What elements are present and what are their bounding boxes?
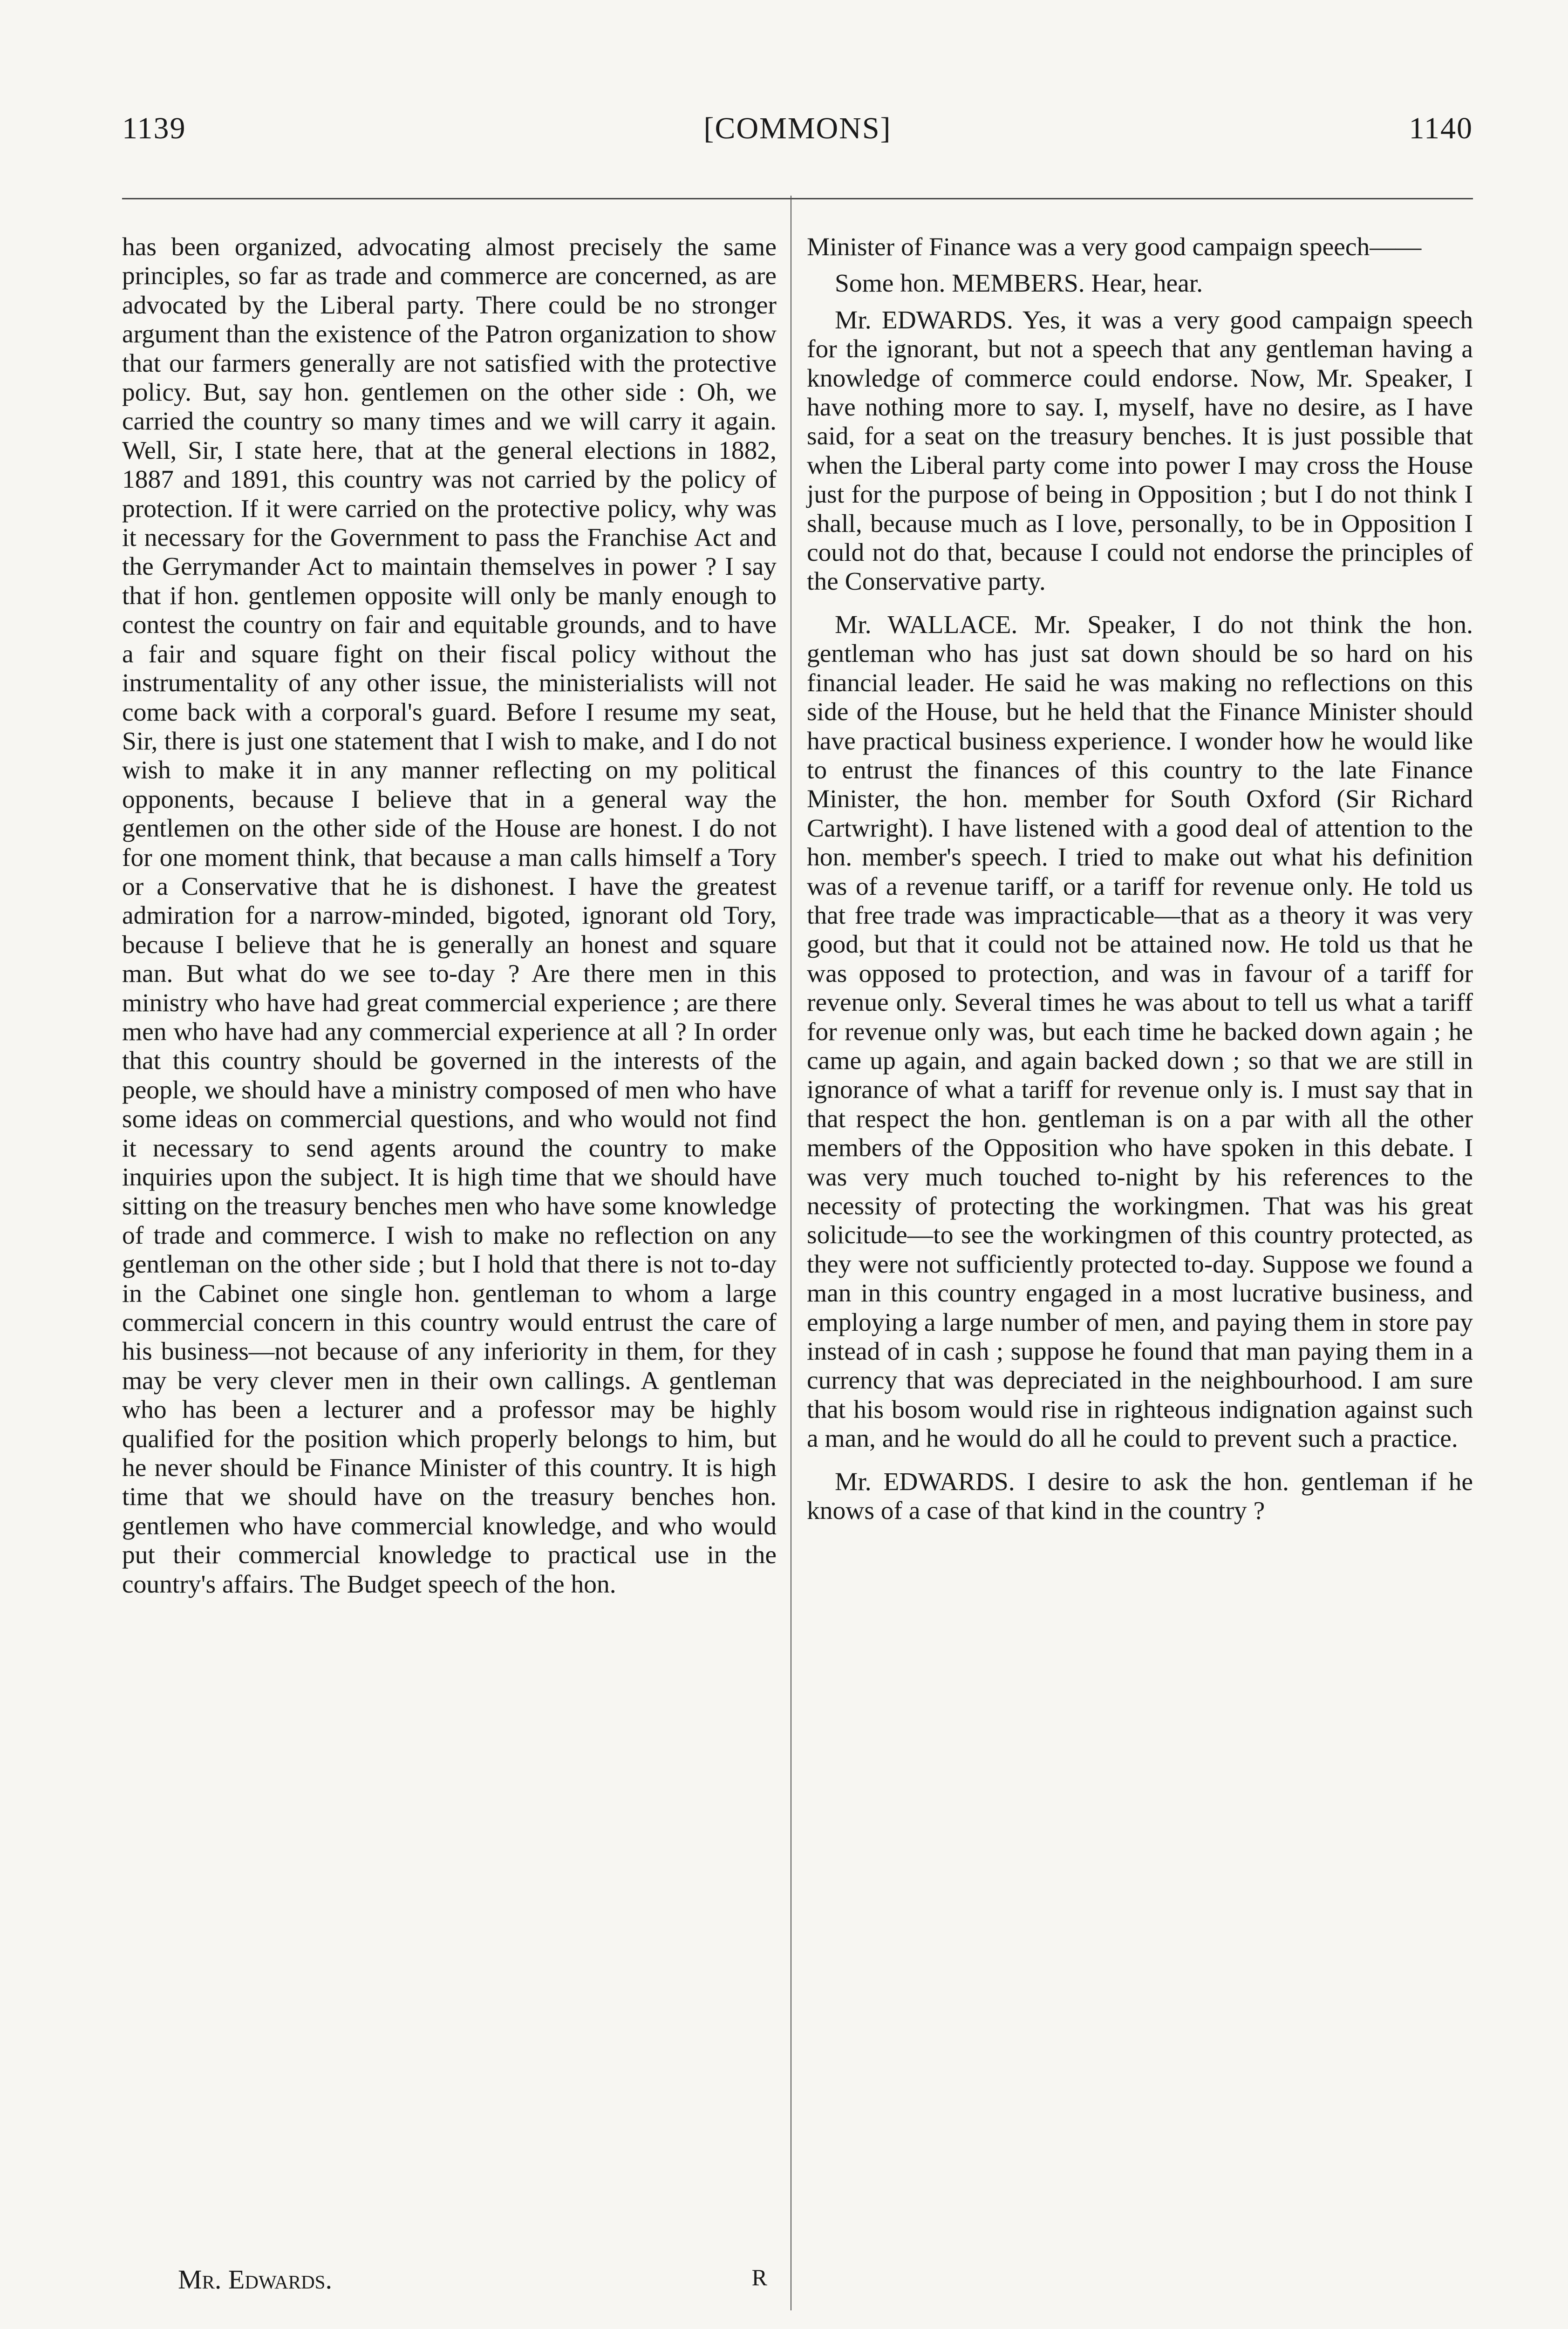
right-paragraph-2: Some hon. MEMBERS. Hear, hear. (835, 269, 1203, 298)
page-header (122, 111, 1473, 153)
page-title: [COMMONS] (703, 111, 892, 145)
right-paragraph-1: Minister of Finance was a very good campaign speech—— (807, 233, 1422, 261)
footer-signature: Mr. Edwards. (178, 2264, 332, 2295)
page-number-left: 1139 (122, 111, 186, 145)
header-rule (122, 198, 1473, 199)
left-column (122, 233, 777, 1599)
right-paragraph-4: Mr. WALLACE. Mr. Speaker, I do not think the hon. gentleman who has just sat down should be so hard on his financial leader. He said he was making no reflections on this side of the House, but he held that the Finance Minister should have practical business experience. I wonder how he would like to entrust the finances of this country to the late Finance Minister, the hon. member for South Oxford (Sir Richard Cartwright). I have listened with a good deal of attention to the hon. member's speech. I tried to make out what his definition was of a revenue tariff, or a tariff for revenue only. He told us that free trade was impracticable—that as a theory it was very good, but that it could not be attained now. He told us that he was opposed to protection, and was in favour of a tariff for revenue only. Several times he was about to tell us what a tariff for revenue only was, but each time he backed down again ; he came up again, and again backed down ; so that we are still in ignorance of what a tariff for revenue only is. I must say that in that respect the hon. gentleman is on a par with all the other members of the Opposition who have spoken in this debate. I was very much touched to-night by his references to the necessity of protecting the workingmen. That was his great solicitude—to see the workingmen of this country protected, as they were not sufficiently protected to-day. Suppose we found a man in this country engaged in a most lucrative business, and employing a large number of men, and paying them in store pay instead of in cash ; suppose he found that man paying them in a currency that was depreciated in the neighbourhood. I am sure that his bosom would rise in righteous indignation against such a man, and he would do all he could to prevent such a practice. (807, 610, 1473, 1453)
page-number-right: 1140 (1409, 111, 1473, 145)
right-column (807, 233, 1473, 1525)
right-paragraph-3: Mr. EDWARDS. Yes, it was a very good campaign speech for the ignorant, but not a speech that any gentleman having a knowledge of commerce could endorse. Now, Mr. Speaker, I have nothing more to say. I, myself, have no desire, as I have said, for a seat on the treasury benches. It is just possible that when the Liberal party come into power I may cross the House just for the purpose of being in Opposition ; but I do not think I shall, because much as I love, personally, to be in Opposition I could not do that, because I could not endorse the principles of the Conservative party. (807, 306, 1473, 596)
page-footer (122, 2264, 777, 2301)
right-paragraph-5: Mr. EDWARDS. I desire to ask the hon. gentleman if he knows of a case of that kind in the country ? (807, 1467, 1473, 1525)
footer-mark: R (751, 2264, 767, 2290)
left-paragraph-1: has been organized, advocating almost precisely the same principles, so far as trade and commerce are concerned, as are advocated by the Liberal party. There could be no stronger argument than the existence of the Patron organization to show that our farmers generally are not satisfied with the protective policy. But, say hon. gentlemen on the other side : Oh, we carried the country so many times and we will carry it again. Well, Sir, I state here, that at the general elections in 1882, 1887 and 1891, this country was not carried by the policy of protection. If it were carried on the protective policy, why was it necessary for the Government to pass the Franchise Act and the Gerrymander Act to maintain themselves in power ? I say that if hon. gentlemen opposite will only be manly enough to contest the country on fair and equitable grounds, and to have a fair and square fight on their fiscal policy without the instrumentality of any other issue, the ministerialists will not come back with a corporal's guard. Before I resume my seat, Sir, there is just one statement that I wish to make, and I do not wish to make it in any manner reflecting on my political opponents, because I believe that in a general way the gentlemen on the other side of the House are honest. I do not for one moment think, that because a man calls himself a Tory or a Conservative that he is dishonest. I have the greatest admiration for a narrow-minded, bigoted, ignorant old Tory, because I believe that he is generally an honest and square man. But what do we see to-day ? Are there men in this ministry who have had great commercial experience ; are there men who have had any commercial experience at all ? In order that this country should be governed in the interests of the people, we should have a ministry composed of men who have some ideas on commercial questions, and who would not find it necessary to send agents around the country to make inquiries upon the subject. It is high time that we should have sitting on the treasury benches men who have some knowledge of trade and commerce. I wish to make no reflection on any gentleman on the other side ; but I hold that there is not to-day in the Cabinet one single hon. gentleman to whom a large commercial concern in this country would entrust the care of his business—not because of any inferiority in them, for they may be very clever men in their own callings. A gentleman who has been a lecturer and a professor may be highly qualified for the position which properly belongs to him, but he never should be Finance Minister of this country. It is high time that we should have on the treasury benches hon. gentlemen who have commercial knowledge, and who would put their commercial knowledge to practical use in the country's affairs. The Budget speech of the hon. (122, 233, 777, 1599)
